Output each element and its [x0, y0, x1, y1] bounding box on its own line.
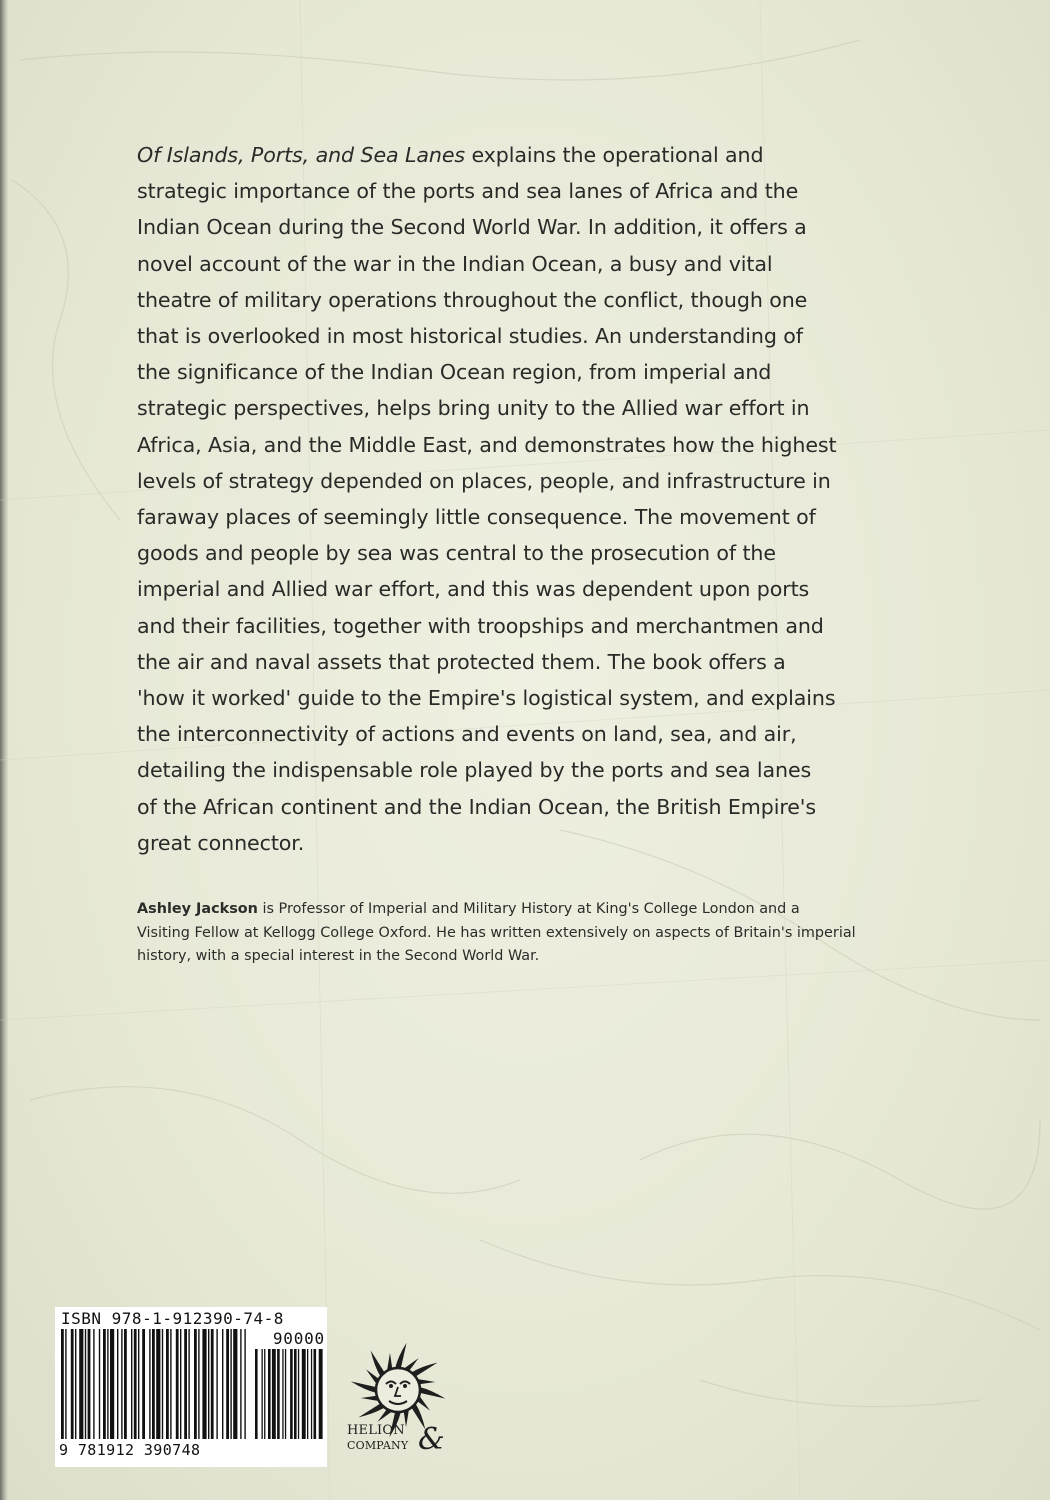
author-bio: [137, 898, 857, 969]
author-bio-text: is Professor of Imperial and Military History at King's College London and a Visiting Fellow at Kellogg College Oxford. He has written extensively on aspects of Britain's imperial history, with a special interest in the Second World War.: [137, 901, 856, 964]
publisher-name-line2: COMPANY: [347, 1439, 409, 1452]
blurb-text: explains the operational and strategic importance of the ports and sea lanes of Africa and the Indian Ocean during the Second World War. In addition, it offers a novel account of the war in the Indian Ocean, a busy and vital theatre of military operations throughout the conflict, though one that is overlooked in most historical studies. An understanding of the significance of the Indian Ocean region, from imperial and strategic perspectives, helps bring unity to the Allied war effort in Africa, Asia, and the Middle East, and demonstrates how the highest levels of strategy depended on places, people, and infrastructure in faraway places of seemingly little consequence. The movement of goods and people by sea was central to the prosecution of the imperial and Allied war effort, and this was dependent upon ports and their facilities, together with troopships and merchantmen and the air and naval assets that protected them. The book offers a 'how it worked' guide to the Empire's logistical system, and explains the interconnectivity of actions and events on land, sea, and air, detailing the indispensable role played by the ports and sea lanes of the African continent and the Indian Ocean, the British Empire's great connector.: [137, 143, 837, 855]
barcode-block: [55, 1307, 327, 1467]
blurb-paragraph: [137, 137, 837, 861]
price-addon-digits: 90000: [272, 1329, 325, 1348]
publisher-ampersand: &: [418, 1422, 445, 1457]
barcode-bars: [59, 1329, 325, 1441]
author-name: Ashley Jackson: [137, 901, 258, 917]
book-title-italic: Of Islands, Ports, and Sea Lanes: [137, 143, 466, 167]
ean-digits: 9 781912 390748: [59, 1441, 201, 1459]
isbn-label: ISBN 978-1-912390-74-8: [61, 1309, 284, 1328]
publisher-name-line1: HELION: [347, 1423, 405, 1438]
